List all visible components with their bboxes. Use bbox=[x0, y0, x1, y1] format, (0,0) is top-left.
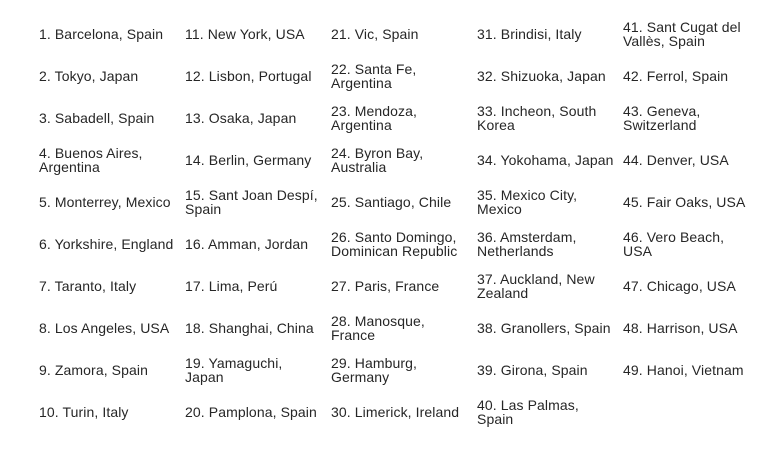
city-entry-23: 23. Mendoza, Argentina bbox=[331, 103, 418, 133]
list-item bbox=[331, 349, 477, 391]
city-entry-27: 27. Paris, France bbox=[331, 278, 440, 294]
city-entry-16: 16. Amman, Jordan bbox=[185, 236, 309, 252]
city-entry-43: 43. Geneva, Switzerland bbox=[623, 103, 701, 133]
list-item bbox=[477, 307, 623, 349]
city-entry-11: 11. New York, USA bbox=[185, 26, 305, 42]
list-item bbox=[331, 181, 477, 223]
city-entry-45: 45. Fair Oaks, USA bbox=[623, 194, 746, 210]
city-entry-33: 33. Incheon, South Korea bbox=[477, 103, 597, 133]
city-entry-46: 46. Vero Beach, USA bbox=[623, 229, 725, 259]
list-item bbox=[623, 223, 759, 265]
city-entry-6: 6. Yorkshire, England bbox=[39, 236, 174, 252]
list-item bbox=[185, 55, 331, 97]
list-item bbox=[623, 55, 759, 97]
list-item bbox=[477, 265, 623, 307]
list-item bbox=[185, 391, 331, 433]
list-item bbox=[39, 391, 185, 433]
list-item bbox=[185, 139, 331, 181]
city-entry-9: 9. Zamora, Spain bbox=[39, 362, 148, 378]
list-item bbox=[477, 97, 623, 139]
city-entry-8: 8. Los Angeles, USA bbox=[39, 320, 170, 336]
list-item bbox=[477, 349, 623, 391]
city-entry-4: 4. Buenos Aires, Argentina bbox=[39, 145, 143, 175]
city-entry-31: 31. Brindisi, Italy bbox=[477, 26, 582, 42]
city-entry-14: 14. Berlin, Germany bbox=[185, 152, 312, 168]
city-entry-25: 25. Santiago, Chile bbox=[331, 194, 452, 210]
list-item bbox=[331, 391, 477, 433]
city-entry-2: 2. Tokyo, Japan bbox=[39, 68, 139, 84]
list-item bbox=[39, 223, 185, 265]
city-entry-22: 22. Santa Fe, Argentina bbox=[331, 61, 417, 91]
city-entry-15: 15. Sant Joan Despí, Spain bbox=[185, 187, 318, 217]
city-entry-10: 10. Turin, Italy bbox=[39, 404, 129, 420]
city-grid bbox=[39, 13, 759, 433]
city-entry-1: 1. Barcelona, Spain bbox=[39, 26, 164, 42]
list-item bbox=[39, 265, 185, 307]
city-entry-12: 12. Lisbon, Portugal bbox=[185, 68, 312, 84]
list-item bbox=[331, 223, 477, 265]
city-entry-47: 47. Chicago, USA bbox=[623, 278, 736, 294]
city-entry-42: 42. Ferrol, Spain bbox=[623, 68, 729, 84]
list-item bbox=[623, 307, 759, 349]
city-entry-32: 32. Shizuoka, Japan bbox=[477, 68, 606, 84]
city-entry-37: 37. Auckland, New Zealand bbox=[477, 271, 595, 301]
city-entry-29: 29. Hamburg, Germany bbox=[331, 355, 418, 385]
city-entry-19: 19. Yamaguchi, Japan bbox=[185, 355, 283, 385]
list-item bbox=[185, 223, 331, 265]
empty-cell bbox=[623, 391, 759, 433]
list-item bbox=[39, 55, 185, 97]
city-entry-48: 48. Harrison, USA bbox=[623, 320, 738, 336]
list-item bbox=[185, 97, 331, 139]
list-item bbox=[623, 13, 759, 55]
list-item bbox=[477, 13, 623, 55]
city-entry-38: 38. Granollers, Spain bbox=[477, 320, 611, 336]
city-entry-21: 21. Vic, Spain bbox=[331, 26, 419, 42]
city-entry-18: 18. Shanghai, China bbox=[185, 320, 314, 336]
list-item bbox=[331, 13, 477, 55]
list-item bbox=[623, 181, 759, 223]
list-item bbox=[623, 265, 759, 307]
city-entry-3: 3. Sabadell, Spain bbox=[39, 110, 155, 126]
city-entry-5: 5. Monterrey, Mexico bbox=[39, 194, 171, 210]
list-item bbox=[477, 223, 623, 265]
list-item bbox=[331, 55, 477, 97]
city-entry-41: 41. Sant Cugat del Vallès, Spain bbox=[623, 19, 741, 49]
list-item bbox=[185, 265, 331, 307]
list-item bbox=[623, 139, 759, 181]
list-item bbox=[39, 139, 185, 181]
list-item bbox=[477, 55, 623, 97]
city-entry-30: 30. Limerick, Ireland bbox=[331, 404, 460, 420]
list-item bbox=[477, 139, 623, 181]
city-entry-34: 34. Yokohama, Japan bbox=[477, 152, 614, 168]
list-item bbox=[39, 349, 185, 391]
city-entry-44: 44. Denver, USA bbox=[623, 152, 729, 168]
city-entry-49: 49. Hanoi, Vietnam bbox=[623, 362, 744, 378]
list-item bbox=[39, 97, 185, 139]
list-item bbox=[185, 13, 331, 55]
city-entry-36: 36. Amsterdam, Netherlands bbox=[477, 229, 577, 259]
list-item bbox=[39, 181, 185, 223]
list-item bbox=[331, 265, 477, 307]
city-entry-24: 24. Byron Bay, Australia bbox=[331, 145, 424, 175]
city-entry-17: 17. Lima, Perú bbox=[185, 278, 278, 294]
city-entry-40: 40. Las Palmas, Spain bbox=[477, 397, 579, 427]
list-item bbox=[331, 139, 477, 181]
city-entry-26: 26. Santo Domingo, Dominican Republic bbox=[331, 229, 458, 259]
list-item bbox=[623, 97, 759, 139]
list-item bbox=[185, 307, 331, 349]
list-item bbox=[39, 13, 185, 55]
city-entry-28: 28. Manosque, France bbox=[331, 313, 425, 343]
list-item bbox=[477, 391, 623, 433]
city-entry-13: 13. Osaka, Japan bbox=[185, 110, 297, 126]
city-entry-35: 35. Mexico City, Mexico bbox=[477, 187, 578, 217]
list-item bbox=[39, 307, 185, 349]
list-item bbox=[185, 349, 331, 391]
city-entry-7: 7. Taranto, Italy bbox=[39, 278, 137, 294]
list-item bbox=[623, 349, 759, 391]
city-entry-39: 39. Girona, Spain bbox=[477, 362, 588, 378]
list-item bbox=[477, 181, 623, 223]
list-item bbox=[185, 181, 331, 223]
list-item bbox=[331, 307, 477, 349]
city-entry-20: 20. Pamplona, Spain bbox=[185, 404, 317, 420]
list-item bbox=[331, 97, 477, 139]
